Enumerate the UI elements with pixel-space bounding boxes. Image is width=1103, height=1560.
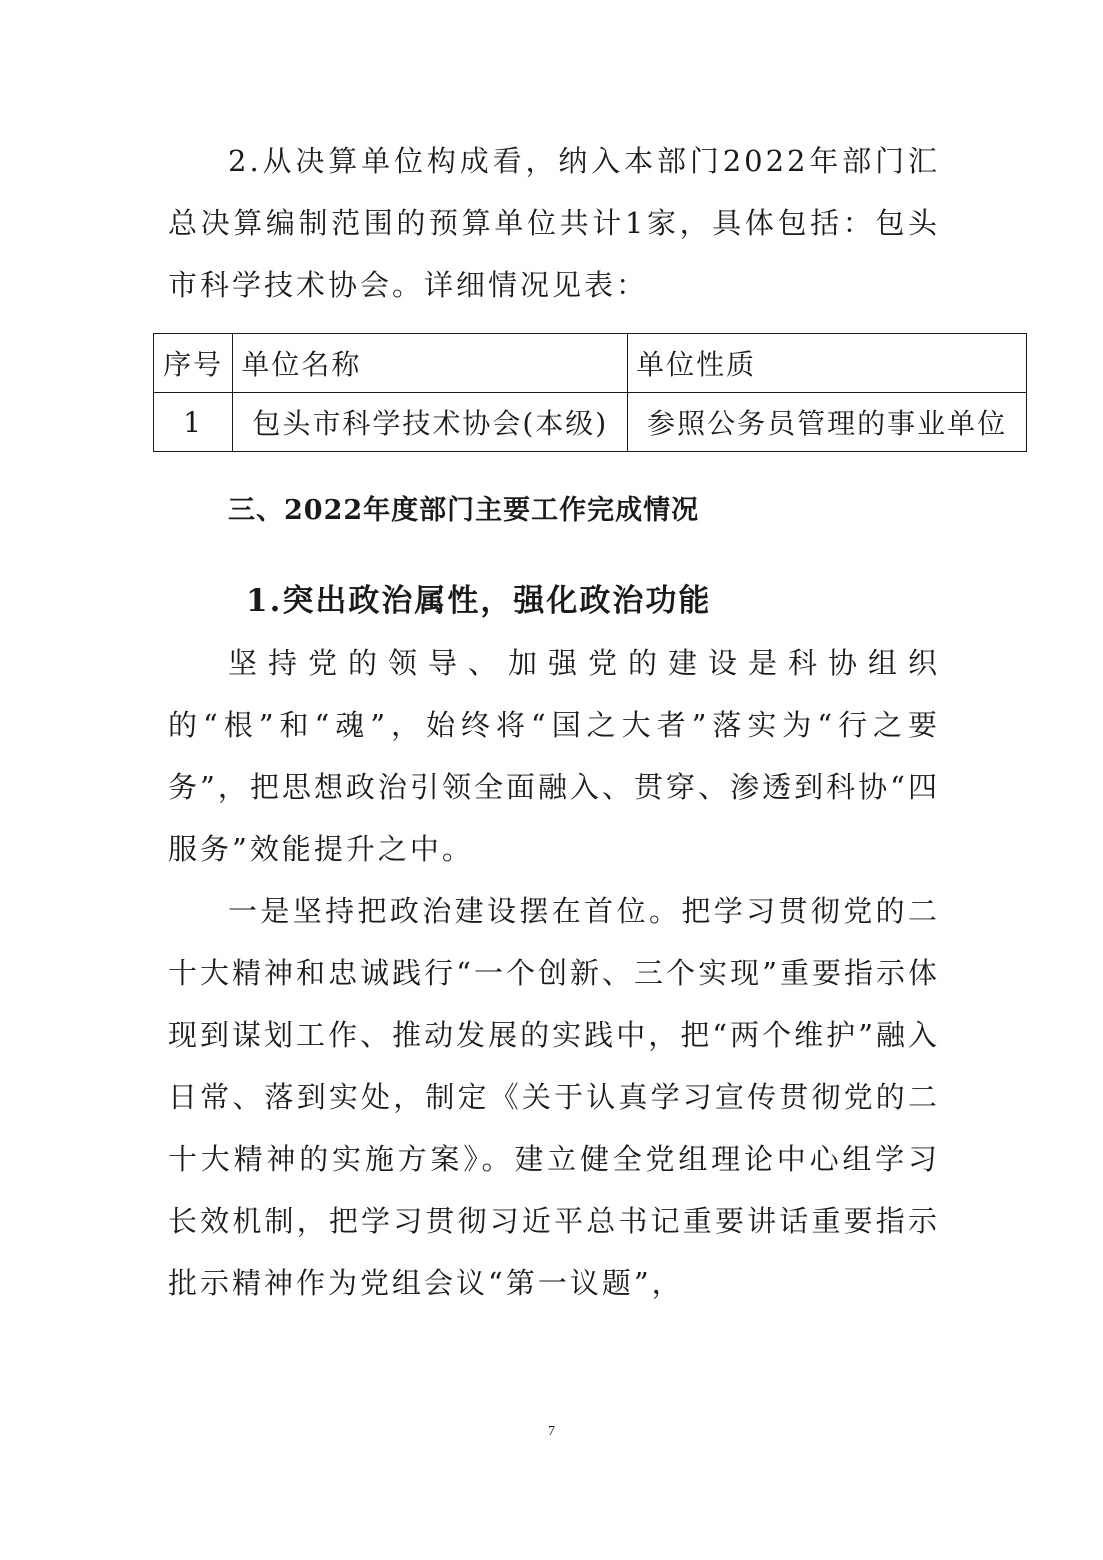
cell-unit-type: 参照公务员管理的事业单位 (628, 393, 1027, 452)
paragraph-unit-composition: 2.从决算单位构成看，纳入本部门2022年部门汇总决算编制范围的预算单位共计1家，具体包括：包头市科学技术协会。详细情况见表： (168, 144, 940, 302)
table-header-row (154, 334, 1027, 393)
header-unit-name: 单位名称 (233, 334, 628, 393)
unit-table (153, 333, 1027, 452)
sub-heading: 1.突出政治属性，强化政治功能 (246, 583, 712, 619)
cell-unit-name: 包头市科学技术协会(本级) (233, 393, 628, 452)
paragraph-political-construction: 一是坚持把政治建设摆在首位。把学习贯彻党的二十大精神和忠诚践行“一个创新、三个实现”重要指示体现到谋划工作、推动发展的实践中，把“两个维护”融入日常、落到实处，制定《关于认真学习宣传贯彻党的二十大精神的实施方案》。建立健全党组理论中心组学习长效机制，把学习贯彻习近平总书记重要讲话重要指示批示精神作为党组会议“第一议题”， (168, 894, 940, 1300)
page-number: 7 (548, 1424, 555, 1439)
cell-serial-number: 1 (154, 393, 233, 452)
header-unit-type: 单位性质 (628, 334, 1027, 393)
section-heading: 三、2022年度部门主要工作完成情况 (228, 495, 700, 526)
paragraph-party-leadership: 坚持党的领导、加强党的建设是科协组织的“根”和“魂”，始终将“国之大者”落实为“行之要务”，把思想政治引领全面融入、贯穿、渗透到科协“四服务”效能提升之中。 (168, 646, 940, 866)
table-row (154, 393, 1027, 452)
header-serial-number: 序号 (154, 334, 233, 393)
